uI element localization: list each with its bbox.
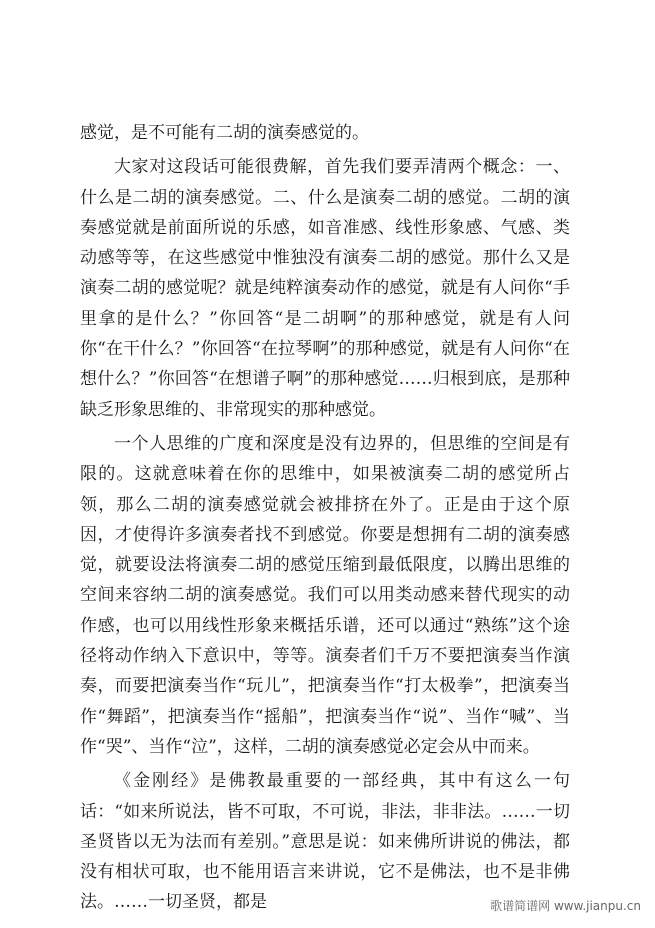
paragraph-two-concepts: 大家对这段话可能很费解，首先我们要弄清两个概念：一、什么是二胡的演奏感觉。二、什么是演奏二胡的感觉。二胡的演奏感觉就是前面所说的乐感，如音准感、线性形象感、气感、类动感等等，在这些感觉中惟独没有演奏二胡的感觉。那什么又是演奏二胡的感觉呢？就是纯粹演奏动作的感觉，就是有人问你“手里拿的是什么？”你回答“是二胡啊”的那种感觉，就是有人问你“在干什么？”你回答“在拉琴啊”的那种感觉，就是有人问你“在想什么？”你回答“在想谱子啊”的那种感觉……归根到底，是那种缺乏形象思维的、非常现实的那种感觉。 [80,157,570,420]
paragraph-diamond-sutra: 《金刚经》是佛教最重要的一部经典，其中有这么一句话：“如来所说法，皆不可取，不可说，非法，非非法。……一切圣贤皆以无为法而有差别。”意思是说：如来佛所讲说的佛法，都没有相状可取，也不能用语言来讲说，它不是佛法，也不是非佛法。……一切圣贤，都是 [80,771,570,913]
paragraph-thinking-space: 一个人思维的广度和深度是没有边界的，但思维的空间是有限的。这就意味着在你的思维中，如果被演奏二胡的感觉所占领，那么二胡的演奏感觉就会被排挤在外了。正是由于这个原因，才使得许多演奏者找不到感觉。你要是想拥有二胡的演奏感觉，就要设法将演奏二胡的感觉压缩到最低限度，以腾出思维的空间来容纳二胡的演奏感觉。我们可以用类动感来替代现实的动作感，也可以用线性形象来概括乐谱，还可以通过“熟练”这个途径将动作纳入下意识中，等等。演奏者们千万不要把演奏当作演奏，而要把演奏当作“玩儿”，把演奏当作“打太极拳”，把演奏当作“舞蹈”，把演奏当作“摇船”，把演奏当作“说”、当作“喊”、当作“哭”、当作“泣”，这样，二胡的演奏感觉必定会从中而来。 [80,433,570,757]
paragraph-continuation: 感觉，是不可能有二胡的演奏感觉的。 [80,123,369,143]
body-text [80,118,570,922]
site-watermark: 歌谱简谱网 www.jianpu.cn [490,899,641,913]
